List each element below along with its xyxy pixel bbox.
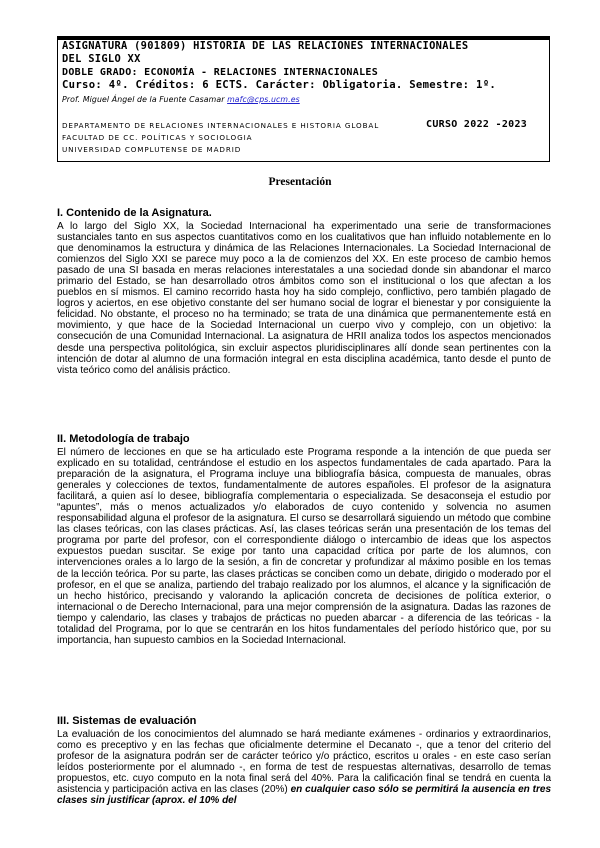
academic-year: CURSO 2022 -2023: [426, 119, 528, 130]
course-title-line-2: DEL SIGLO XX: [62, 53, 141, 65]
faculty-line: FACULTAD DE CC. POLÍTICAS Y SOCIOLOGIA: [62, 133, 253, 142]
degree-line: DOBLE GRADO: ECONOMÍA - RELACIONES INTERNACIONALES: [62, 67, 379, 78]
section-heading-contenido: I. Contenido de la Asignatura.: [57, 207, 212, 219]
professor-line: [62, 95, 300, 104]
course-title-line-1: ASIGNATURA (901809) HISTORIA DE LAS RELACIONES INTERNACIONALES: [62, 40, 469, 52]
department-line: DEPARTAMENTO DE RELACIONES INTERNACIONALES E HISTORIA GLOBAL: [62, 121, 380, 130]
professor-email-link[interactable]: mafc@cps.ucm.es: [227, 95, 300, 104]
professor-name: Prof. Miguel Ángel de la Fuente Casamar: [62, 95, 225, 104]
section-body-evaluacion: [57, 729, 551, 806]
section-body-contenido: A lo largo del Siglo XX, la Sociedad Internacional ha experimentado una serie de transformaciones sustanciales tanto en sus aspectos cuantitativos como en los cualitativos que han influido notablemente en lo que denominamos la estructura y dinámica de las Relaciones Internacionales. La Sociedad Internacional de comienzos del Siglo XXI se parece muy poco a la de comienzos del XX. En este proceso de cambio hemos pasado de una SI basada en meras relaciones interestatales a una sociedad donde sin abandonar el marco primario del Estado, se han desarrollado otros ámbitos como son el institucional o los que afectan a los pueblos en sí mismos. El camino recorrido hasta hoy ha sido complejo, conflictivo, pero también plagado de logros y aciertos, en ese objetivo constante del ser humano social de lograr el bienestar y por consiguiente la felicidad. No obstante, el proceso no ha terminado; se trata de una dinámica que permanentemente está en movimiento, y que hace de la Sociedad Internacional un cuerpo vivo y complejo, con un objetivo: la consecución de una Comunidad Internacional. La asignatura de HRII analiza todos los aspectos mencionados desde una perspectiva politológica, sin excluir aspectos pluridisciplinares allí donde sean pertinentes con la intención de dotar al alumno de una formación integral en esta disciplina académica, tanto desde el punto de vista teórico como del análisis práctico.: [57, 221, 551, 376]
section-heading-metodologia: II. Metodología de trabajo: [57, 433, 190, 445]
evaluation-emphasis: en cualquier caso sólo se permitirá la ausencia en tres clases sin justificar (aprox. el 10% del: [57, 784, 551, 807]
course-details-line: Curso: 4º. Créditos: 6 ECTS. Carácter: Obligatoria. Semestre: 1º.: [62, 79, 497, 91]
university-line: UNIVERSIDAD COMPLUTENSE DE MADRID: [62, 145, 242, 154]
section-heading-evaluacion: III. Sistemas de evaluación: [57, 715, 197, 727]
document-title: Presentación: [268, 176, 332, 188]
evaluation-text: La evaluación de los conocimientos del alumnado se hará mediante exámenes - ordinarios y extraordinarios, como es preceptivo y en las fechas que oficialmente determine el Decanato -, que a tenor del criterio del profesor de la asignatura podrán ser de carácter teórico y/o práctico, escritos u orales - en este caso serían leídos posteriormente por el alumnado -, en forma de test de respuestas alternativas, desarrollo de temas propuestos, etc. cuyo computo en la nota final será del 40%. Para la calificación final se tendrá en cuenta la asistencia y participación activa en las clases (20%): [57, 729, 551, 796]
section-body-metodologia: El número de lecciones en que se ha articulado este Programa responde a la intención de que pueda ser explicado en su totalidad, centrándose el estudio en los aspectos fundamentales de cada apartado. Para la preparación de la asignatura, el Programa incluye una bibliografía básica, compuesta de manuales, obras generales y colecciones de textos, fundamentalmente de autores españoles. El profesor de la asignatura facilitará, a quien así lo desee, bibliografía complementaria o especializada. Se desaconseja el estudio por “apuntes”, más o menos actualizados y/o elaborados de cuyo contenido y solvencia no asumen responsabilidad alguna el profesor de la asignatura. El curso se desarrollará siguiendo un método que combine las clases teóricas, con las clases prácticas. Así, las clases teóricas serán una presentación de los temas del programa por parte del profesor, con el correspondiente diálogo o intercambio de ideas que los aspectos expuestos puedan suscitar. Se exige por tanto una capacidad crítica por parte de los alumnos, con intervenciones orales a lo largo de la sesión, a fin de concretar y profundizar al máximo posible en los temas de la lección teórica. Por su parte, las clases prácticas se conciben como un debate, dirigido o moderado por el profesor, en el que se analiza, partiendo del trabajo realizado por los alumnos, el alcance y la significación de un hecho histórico, precisando y valorando la aplicación concreta de decisiones de política exterior, o internacional o de Derecho Internacional, para una mejor comprensión de la asignatura. Dadas las razones de tiempo y calendario, las clases y trabajos de prácticas no pueden abarcar - a diferencia de las teóricas - la totalidad del Programa, por lo que se centrarán en los hitos fundamentales del período histórico que, por su importancia, han supuesto cambios en la Sociedad Internacional.: [57, 447, 551, 646]
